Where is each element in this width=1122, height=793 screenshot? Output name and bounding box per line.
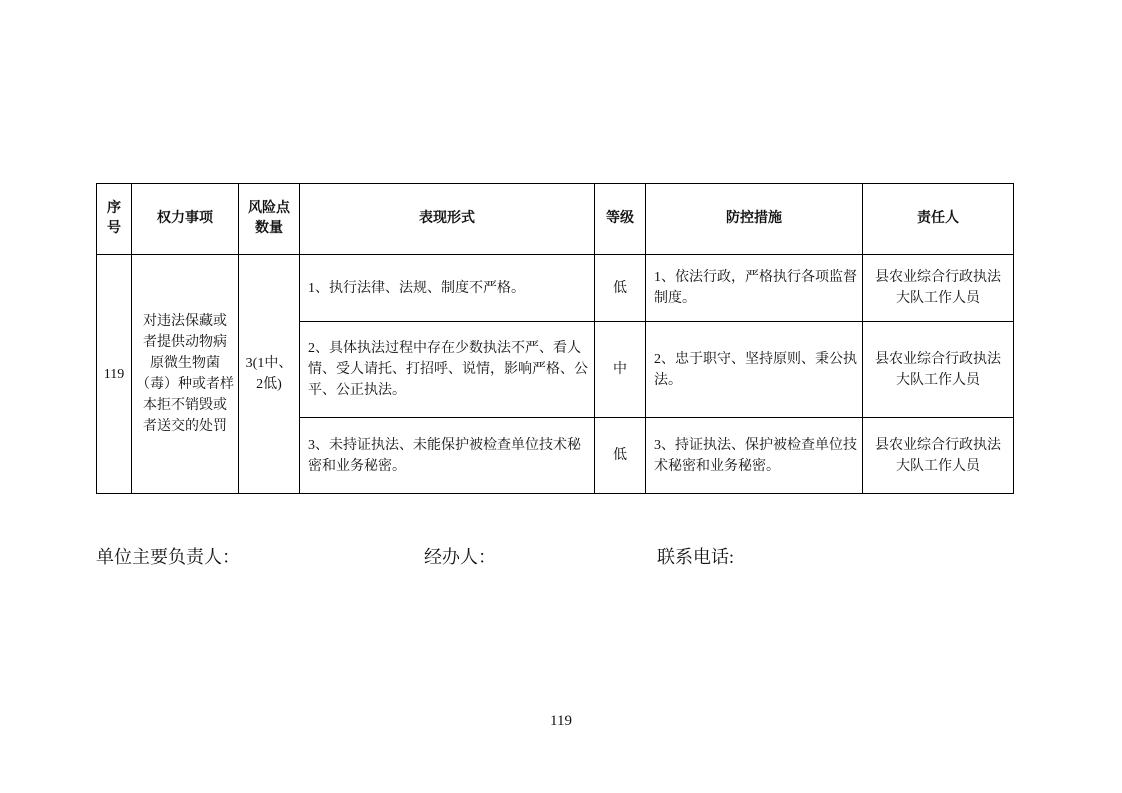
header-seq — [97, 184, 132, 255]
risk-control-table — [96, 183, 1014, 494]
header-control-measures — [646, 184, 863, 255]
text-line: 制度。 — [654, 291, 696, 306]
responsible-cell — [863, 255, 1014, 322]
text-line: 3、持证执法、保护被检查单位技 — [654, 437, 857, 453]
level-cell: 低 — [595, 255, 646, 322]
text-line: 密和业务秘密。 — [308, 458, 406, 474]
responsible-cell — [863, 418, 1014, 494]
text-line: 者送交的处罚 — [143, 419, 227, 434]
text-line: 数量 — [255, 221, 283, 236]
seq-cell: 119 — [97, 255, 132, 494]
risk-count-cell — [239, 255, 300, 494]
header-responsible — [863, 184, 1014, 255]
text-line: 1、执行法律、法规、制度不严格。 — [308, 280, 525, 296]
text-line: 风险点 — [248, 201, 290, 216]
text-line: 者提供动物病 — [143, 335, 227, 350]
text-line: 2、忠于职守、坚持原则、秉公执 — [654, 351, 857, 367]
header-risk-count — [239, 184, 300, 255]
text-line: 1、依法行政，严格执行各项监督 — [654, 270, 857, 285]
text-line: 序 — [107, 201, 121, 216]
text-line: 3、未持证执法、未能保护被检查单位技术秘 — [308, 437, 581, 453]
text-line: 2、具体执法过程中存在少数执法不严、看人 — [308, 341, 581, 356]
text-line: 3(1中、 — [245, 356, 293, 371]
control-measures-cell — [646, 255, 863, 322]
contact-phone-label: 联系电话: — [657, 547, 735, 567]
manifestation-cell — [300, 255, 595, 322]
handler-label: 经办人： — [424, 547, 496, 567]
power-item-cell — [132, 255, 239, 494]
level-cell: 中 — [595, 322, 646, 418]
text-line: 表现形式 — [419, 211, 475, 226]
manifestation-cell — [300, 418, 595, 494]
manifestation-cell — [300, 322, 595, 418]
header-level — [595, 184, 646, 255]
header-power-item — [132, 184, 239, 255]
text-line: 防控措施 — [726, 211, 782, 226]
page-number: 119 — [550, 713, 572, 729]
text-line: 本拒不销毁或 — [143, 398, 227, 413]
text-line: 法。 — [654, 372, 682, 388]
text-line: 大队工作人员 — [896, 458, 980, 474]
responsible-cell — [863, 322, 1014, 418]
table-row — [97, 255, 1014, 322]
text-line: 县农业综合行政执法 — [875, 437, 1001, 453]
text-line: 对违法保藏或 — [143, 314, 227, 329]
header-manifestation — [300, 184, 595, 255]
text-line: 术秘密和业务秘密。 — [654, 458, 780, 474]
text-line: 大队工作人员 — [896, 372, 980, 388]
text-line: 县农业综合行政执法 — [875, 270, 1001, 285]
text-line: 等级 — [606, 211, 634, 226]
text-line: 2低) — [256, 377, 282, 392]
text-line: 责任人 — [917, 211, 959, 226]
table-header-row — [97, 184, 1014, 255]
control-measures-cell — [646, 322, 863, 418]
text-line: 县农业综合行政执法 — [875, 351, 1001, 367]
text-line: 号 — [107, 221, 121, 236]
control-measures-cell — [646, 418, 863, 494]
text-line: 大队工作人员 — [896, 291, 980, 306]
text-line: （毒）种或者样 — [136, 377, 234, 392]
text-line: 原微生物菌 — [150, 356, 220, 371]
text-line: 权力事项 — [157, 211, 213, 226]
level-cell: 低 — [595, 418, 646, 494]
unit-head-label: 单位主要负责人： — [96, 547, 240, 567]
text-line: 情、受人请托、打招呼、说情，影响严格、公 — [308, 362, 588, 377]
text-line: 平、公正执法。 — [308, 383, 406, 398]
